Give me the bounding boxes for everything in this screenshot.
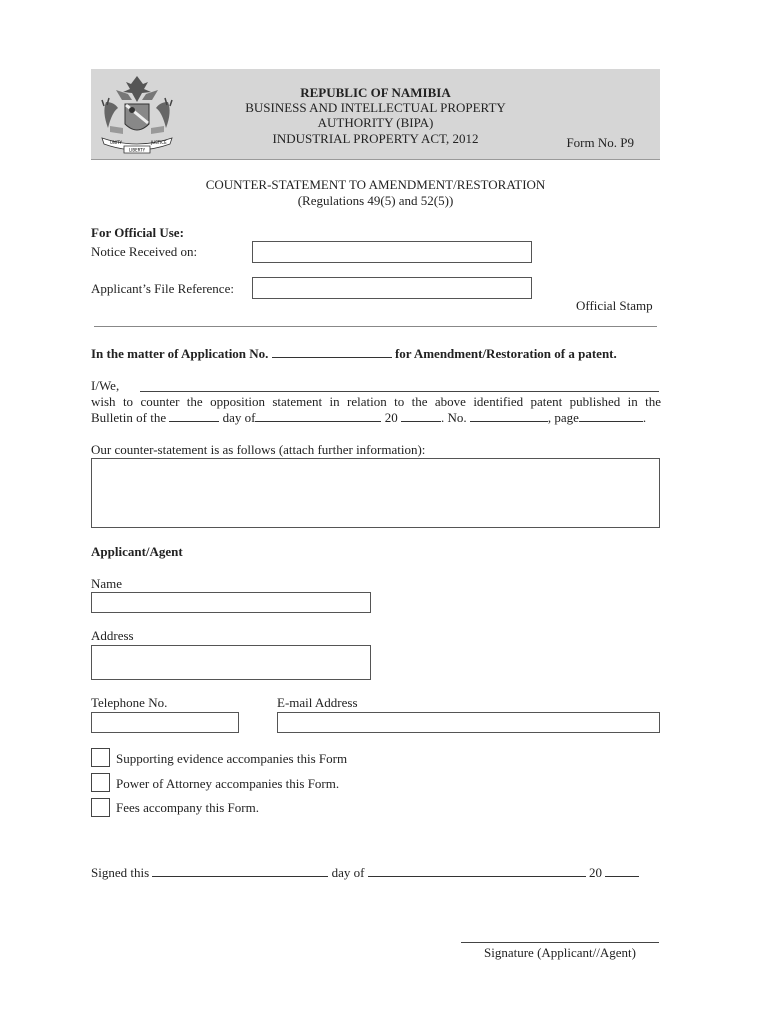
supporting-evidence-checkbox[interactable] (91, 748, 110, 767)
bulletin-page-label: , page (547, 410, 579, 425)
form-number: Form No. P9 (566, 135, 634, 150)
file-reference-label: Applicant’s File Reference: (91, 281, 234, 296)
signature-line[interactable] (461, 942, 659, 943)
iwe-label: I/We, (91, 378, 120, 393)
address-label: Address (91, 628, 134, 643)
signed-this-label: Signed this (91, 865, 150, 880)
bulletin-page-field[interactable] (579, 410, 643, 422)
address-input[interactable] (91, 645, 371, 680)
telephone-label: Telephone No. (91, 695, 168, 710)
supporting-evidence-label: Supporting evidence accompanies this Form (116, 751, 348, 766)
file-reference-input[interactable] (252, 277, 532, 299)
header-authority-line2: AUTHORITY (BIPA) (317, 115, 434, 130)
power-of-attorney-label: Power of Attorney accompanies this Form. (116, 776, 340, 791)
bulletin-day-field[interactable] (169, 410, 219, 422)
form-regulations: (Regulations 49(5) and 52(5)) (297, 193, 454, 208)
official-use-heading: For Official Use: (91, 225, 184, 240)
application-number-field[interactable] (272, 346, 392, 358)
crest-motto-left: UNITY (110, 140, 122, 145)
counter-statement-textarea[interactable] (91, 458, 660, 528)
form-header (91, 69, 660, 160)
header-act: INDUSTRIAL PROPERTY ACT, 2012 (272, 131, 479, 146)
counter-statement-label: Our counter-statement is as follows (attach further information): (91, 442, 426, 457)
bulletin-label: Bulletin of the (91, 410, 167, 425)
fees-label: Fees accompany this Form. (116, 800, 259, 815)
matter-line (91, 346, 617, 362)
section-divider (94, 326, 657, 327)
power-of-attorney-checkbox[interactable] (91, 773, 110, 792)
header-authority-line1: BUSINESS AND INTELLECTUAL PROPERTY (245, 100, 506, 115)
email-label: E-mail Address (277, 695, 358, 710)
signed-year-label: 20 (589, 865, 603, 880)
bulletin-month-field[interactable] (255, 410, 381, 422)
official-stamp-label: Official Stamp (576, 298, 653, 313)
iwe-name-field[interactable] (140, 379, 659, 392)
form-title: COUNTER-STATEMENT TO AMENDMENT/RESTORATION (205, 177, 546, 192)
applicant-heading: Applicant/Agent (91, 544, 183, 559)
signed-month-field[interactable] (368, 865, 586, 877)
crest-motto-right: JUSTICE (151, 140, 167, 145)
bulletin-no-label: . No. (440, 410, 467, 425)
bulletin-end: . (642, 410, 647, 425)
wish-line: wish to counter the opposition statement in relation to the above identified patent published in the (91, 394, 661, 409)
matter-prefix: In the matter of Application No. (91, 346, 269, 361)
bulletin-year-label: 20 (384, 410, 398, 425)
name-label: Name (91, 576, 123, 591)
fees-checkbox[interactable] (91, 798, 110, 817)
email-input[interactable] (277, 712, 660, 733)
notice-received-label: Notice Received on: (91, 244, 198, 259)
signed-day-field[interactable] (152, 865, 328, 877)
matter-suffix: for Amendment/Restoration of a patent. (394, 346, 617, 361)
crest-motto-mid: LIBERTY (129, 147, 146, 153)
header-republic: REPUBLIC OF NAMIBIA (300, 85, 451, 100)
signed-day-of-label: day of (331, 865, 365, 880)
signature-label: Signature (Applicant//Agent) (484, 945, 636, 960)
bulletin-year-field[interactable] (401, 410, 441, 422)
bulletin-line (91, 410, 646, 426)
telephone-input[interactable] (91, 712, 239, 733)
bulletin-number-field[interactable] (470, 410, 548, 422)
notice-received-input[interactable] (252, 241, 532, 263)
bulletin-day-of: day of (222, 410, 256, 425)
signed-year-field[interactable] (605, 865, 639, 877)
signed-line (91, 865, 639, 881)
name-input[interactable] (91, 592, 371, 613)
